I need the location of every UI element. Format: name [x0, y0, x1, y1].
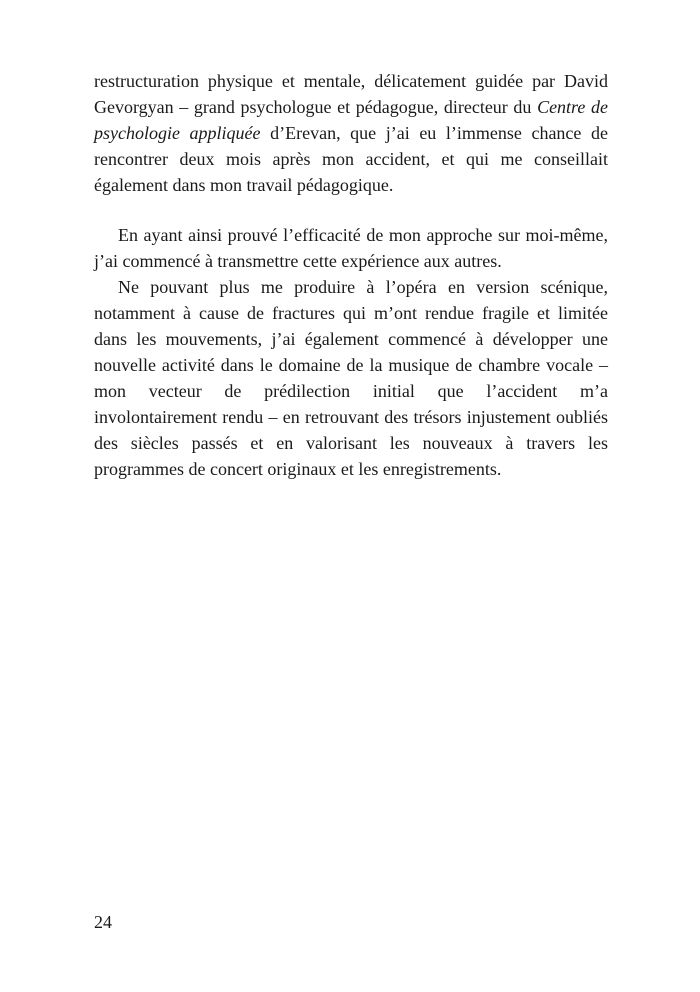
body-text — [94, 68, 608, 482]
paragraph-2-line-1: En ayant ainsi prouvé l’efficacité de mon approche sur moi-même, — [118, 225, 608, 245]
paragraph-3-line-5: mon vecteur de prédilection initial que l’accident m’a — [94, 381, 608, 401]
paragraph-3-line-1: Ne pouvant plus me produire à l’opéra en version scénique, — [118, 277, 608, 297]
paragraph-1-line-3 — [94, 120, 608, 146]
paragraph-1-line-2 — [94, 94, 608, 120]
institution-name-part-1: Centre de — [537, 97, 609, 117]
paragraph-3-line-4: nouvelle activité dans le domaine de la musique de chambre vocale – — [94, 355, 608, 375]
paragraph-1-line-1: restructuration physique et mentale, délicatement guidée par David — [94, 71, 608, 91]
paragraph-1-line-5: également dans mon travail pédagogique. — [94, 175, 394, 195]
paragraph-2-line-2: j’ai commencé à transmettre cette expérience aux autres. — [94, 251, 502, 271]
paragraph-3-line-7: des siècles passés et en valorisant les nouveaux à travers les — [94, 433, 608, 453]
paragraph-1-line-3-text: d’Erevan, que j’ai eu l’immense chance de — [260, 123, 608, 143]
institution-name-part-2: psychologie appliquée — [94, 123, 261, 143]
paragraph-3-line-6: involontairement rendu – en retrouvant des trésors injustement oubliés — [94, 407, 608, 427]
paragraph-2 — [94, 222, 608, 274]
page-number: 24 — [94, 912, 112, 932]
paragraph-1-line-2-text: Gevorgyan – grand psychologue et pédagogue, directeur du — [94, 97, 538, 117]
paragraph-spacer — [94, 198, 608, 222]
paragraph-1-line-4: rencontrer deux mois après mon accident, et qui me conseillait — [94, 149, 608, 169]
paragraph-3 — [94, 274, 608, 482]
paragraph-3-line-3: dans les mouvements, j’ai également commencé à développer une — [94, 329, 608, 349]
paragraph-3-line-2: notamment à cause de fractures qui m’ont rendue fragile et limitée — [94, 303, 608, 323]
paragraph-1 — [94, 68, 608, 198]
paragraph-3-line-8: programmes de concert originaux et les enregistrements. — [94, 459, 502, 479]
